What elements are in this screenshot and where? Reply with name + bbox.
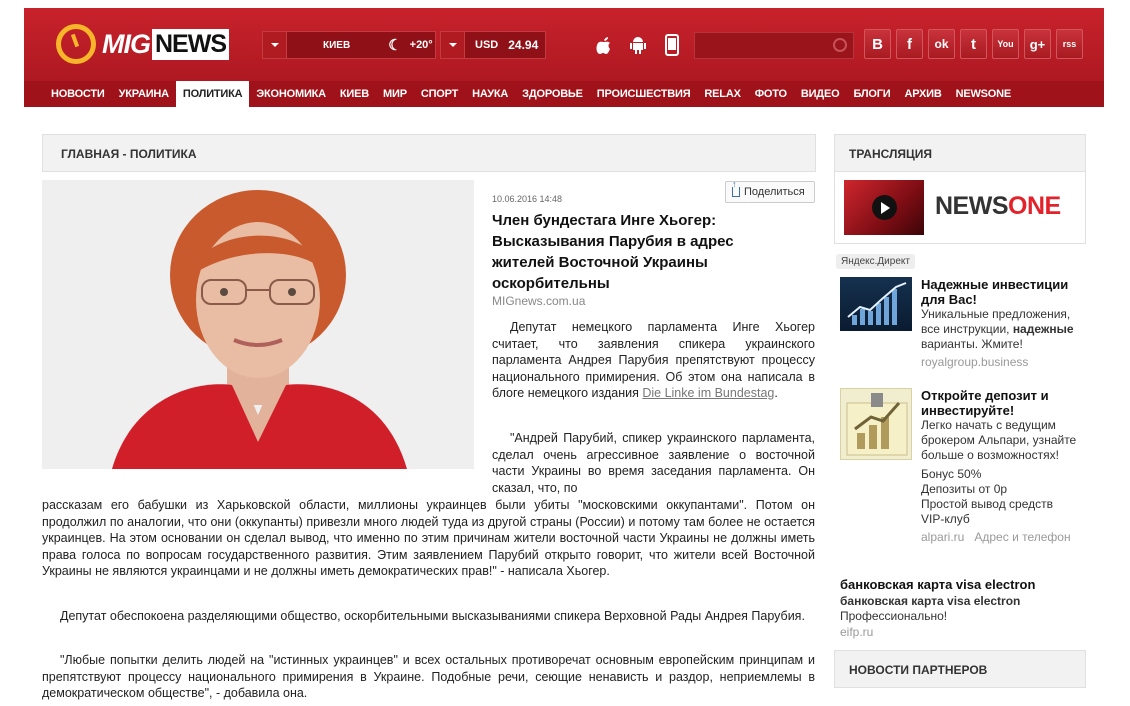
share-button[interactable] — [725, 181, 815, 203]
broadcast-header — [834, 134, 1086, 172]
article-paragraph-3: Депутат обеспокоена разделяющими общество, оскорбительными высказываниями спикера Верховной Рады Андрея Парубия. — [60, 609, 805, 623]
nav-item-15[interactable]: NEWSONE — [955, 88, 1012, 100]
newsone-a: NEWS — [935, 192, 1008, 220]
site-logo[interactable] — [56, 24, 229, 64]
currency-dropdown-button[interactable] — [441, 32, 465, 58]
main-nav — [24, 81, 1104, 107]
apple-icon[interactable] — [592, 32, 616, 58]
moon-icon: ☾ — [388, 37, 402, 54]
twitter-icon[interactable]: t — [960, 29, 987, 59]
nav-item-9[interactable]: ПРОИСШЕСТВИЯ — [596, 88, 691, 100]
ad-investments[interactable] — [840, 277, 1086, 377]
newsone-b: ONE — [1008, 192, 1061, 220]
clock-logo-icon — [56, 24, 96, 64]
ad-investments-host[interactable]: royalgroup.business — [921, 355, 1029, 369]
nav-item-0[interactable]: НОВОСТИ — [51, 88, 105, 100]
odnoklassniki-icon[interactable]: ok — [928, 29, 955, 59]
broadcast-thumbnail[interactable] — [844, 180, 924, 235]
ad-visa-host[interactable]: eifp.ru — [840, 625, 874, 639]
vk-icon[interactable]: В — [864, 29, 891, 59]
phone-icon[interactable] — [660, 32, 684, 58]
nav-item-11[interactable]: ФОТО — [754, 88, 787, 100]
nav-item-7[interactable]: НАУКА — [472, 88, 509, 100]
ad-deposit-address-link[interactable]: Адрес и телефон — [974, 530, 1071, 544]
partners-header — [834, 650, 1086, 688]
nav-item-12[interactable]: ВИДЕО — [800, 88, 840, 100]
nav-item-8[interactable]: ЗДОРОВЬЕ — [522, 88, 583, 100]
newsone-logo[interactable] — [935, 192, 1061, 221]
broadcast-title: ТРАНСЛЯЦИЯ — [849, 147, 933, 161]
rss-icon[interactable]: rss — [1056, 29, 1083, 59]
nav-item-2[interactable]: ПОЛИТИКА — [176, 81, 250, 107]
search-icon[interactable] — [833, 38, 847, 52]
play-icon[interactable] — [872, 195, 897, 220]
share-icon — [732, 187, 740, 197]
ad-deposit-text: Легко начать с ведущим брокером Альпари, узнайте больше о возможностях! — [921, 418, 1077, 462]
youtube-icon[interactable]: You — [992, 29, 1019, 59]
nav-item-6[interactable]: СПОРТ — [420, 88, 459, 100]
nav-item-13[interactable]: БЛОГИ — [853, 88, 891, 100]
ad1-text-a: Уникальные предложения, все инструкции, — [921, 307, 1071, 336]
ad-deposit-line-3: Простой вывод средств — [921, 497, 1053, 511]
ad-chart-image[interactable] — [840, 277, 912, 331]
nav-item-4[interactable]: КИЕВ — [339, 88, 370, 100]
android-icon[interactable] — [626, 32, 650, 58]
currency-widget — [440, 31, 546, 59]
ad-deposit-line-4: VIP-клуб — [921, 512, 970, 526]
app-links — [592, 32, 684, 58]
ad-deposit-body — [921, 388, 1089, 546]
logo-mig-text: MIG — [102, 28, 150, 59]
breadcrumb[interactable]: ГЛАВНАЯ - ПОЛИТИКА — [61, 147, 197, 161]
ad-deposit-line-2: Депозиты от 0р — [921, 482, 1008, 496]
ad-investments-body — [921, 277, 1089, 371]
site-header — [24, 8, 1104, 107]
ad-deposit-title[interactable]: Откройте депозит и инвестируйте! — [921, 388, 1049, 418]
article-paragraph-2-cont: рассказам его бабушки из Харьковской области, миллионы украинцев были убиты "московскими оккупантами". Потом он продолжил по аналогии, что они (оккупанты) привезли много людей туда из другой страны (России) и потому там более не остается украинцев. На этом основании он сделал вывод, что именно по этим причинам жители восточной части Украины не должны иметь права голоса по вопросам государственного развития. Этим заявлением Парубий открыто говорит, что жители всей Восточной Украины не являются украинцами и не должны иметь демократических прав!" - написала Хьогер. — [42, 498, 815, 578]
nav-item-10[interactable]: RELAX — [704, 88, 741, 100]
currency-code: USD — [475, 39, 499, 51]
ad-deposit-line-1: Бонус 50% — [921, 467, 982, 481]
facebook-icon[interactable]: f — [896, 29, 923, 59]
share-label: Поделиться — [744, 186, 805, 198]
article-photo — [42, 180, 474, 469]
article-paragraph-1: Депутат немецкого парламента Инге Хьогер считает, что заявления спикера украинского парламента Андрея Парубия препятствуют процессу национального примирения. Об этом она написала в блоге немецкого издания Die Linke im Bundestag. — [492, 320, 815, 400]
article-paragraph-4: "Любые попытки делить людей на "истинных украинцев" и всех остальных противоречат основным европейским принципам и препятствуют процессу национального примирения в Украине. Подобные речи, сеющие ненависть и раздор, неприемлемы в демократическом обществе", - добавила она. — [42, 653, 815, 700]
die-linke-link[interactable]: Die Linke im Bundestag — [642, 386, 775, 400]
paragraph-1-text: Депутат немецкого парламента Инге Хьогер считает, что заявления спикера украинского парламента Андрея Парубия препятствуют процессу национального примирения. Об этом она написала в блоге немецкого издания — [492, 320, 815, 400]
ad-visa-text-bold: банковская карта visa electron — [840, 594, 1021, 608]
nav-item-1[interactable]: УКРАИНА — [118, 88, 169, 100]
partners-title: НОВОСТИ ПАРТНЕРОВ — [849, 663, 988, 677]
weather-dropdown-button[interactable] — [263, 32, 287, 58]
broadcast-box[interactable] — [834, 172, 1086, 244]
weather-temp: +20° — [409, 39, 433, 51]
yandex-direct-label[interactable]: Яндекс.Директ — [836, 254, 915, 269]
ad-deposit-host[interactable]: alpari.ru — [921, 530, 965, 544]
nav-item-5[interactable]: МИР — [383, 88, 407, 100]
article-source: MIGnews.com.ua — [492, 294, 586, 308]
article-paragraph-2-start: "Андрей Парубий, спикер украинского парламента, сделал очень агрессивное заявление о восточной части Украины во время заседания парламента. Он сказал, что, по — [492, 431, 815, 495]
nav-item-14[interactable]: АРХИВ — [904, 88, 942, 100]
ad1-text-b: надежные — [1012, 322, 1074, 336]
social-links — [864, 29, 1083, 59]
ad-deposit-hosts — [921, 529, 1089, 546]
logo-news-text: NEWS — [152, 29, 229, 60]
search-input[interactable] — [694, 32, 854, 59]
googleplus-icon[interactable]: g+ — [1024, 29, 1051, 59]
ad-visa[interactable] — [840, 577, 1086, 641]
article-title: Член бундестага Инге Хьогер: Высказывания Парубия в адрес жителей Восточной Украины оскорбительны — [492, 212, 734, 292]
article-date: 10.06.2016 14:48 — [492, 194, 563, 204]
ad-investments-title[interactable]: Надежные инвестиции для Вас! — [921, 277, 1069, 307]
weather-widget — [262, 31, 436, 59]
currency-rate: 24.94 — [508, 38, 539, 52]
ad-visa-text: Профессионально! — [840, 609, 948, 623]
nav-item-3[interactable]: ЭКОНОМИКА — [256, 88, 326, 100]
ad1-text-c: варианты. Жмите! — [921, 337, 1023, 351]
breadcrumb-bar — [42, 134, 816, 172]
ad-visa-title[interactable]: банковская карта visa electron — [840, 577, 1036, 592]
ad-deposit[interactable] — [840, 388, 1086, 568]
ad-folder-image[interactable] — [840, 388, 912, 460]
weather-city: КИЕВ — [323, 39, 351, 51]
ad-investments-text — [921, 307, 1089, 352]
